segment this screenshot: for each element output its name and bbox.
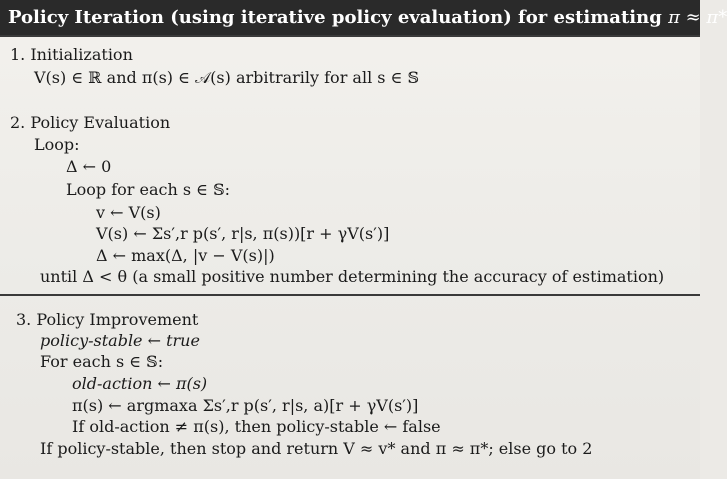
s3-old-action: old-action ← π(s) (72, 374, 208, 393)
s2-heading: 2. Policy Evaluation (10, 113, 171, 132)
s2-loop-each: Loop for each s ∈ 𝕊: (66, 180, 231, 199)
algorithm-title (0, 0, 727, 35)
title-text: Policy Iteration (using iterative policy evaluation) for estimating (8, 7, 662, 28)
s3-if-old: If old-action ≠ π(s), then policy-stable ← false (72, 417, 441, 436)
s2-until: until Δ < θ (a small positive number determining the accuracy of estimation) (40, 267, 665, 286)
s3-return: If policy-stable, then stop and return V ≈ v* and π ≈ π*; else go to 2 (40, 439, 593, 458)
s2-delta-init: Δ ← 0 (66, 157, 112, 176)
s3-for-each: For each s ∈ 𝕊: (40, 352, 164, 371)
title-math: π ≈ π* (668, 7, 727, 28)
s2-bellman: V(s) ← Σs′,r p(s′, r|s, π(s))[r + γV(s′)] (96, 224, 390, 243)
s1-heading: 1. Initialization (10, 45, 133, 64)
section-rule (0, 294, 700, 296)
s2-delta-update: Δ ← max(Δ, |v − V(s)|) (96, 246, 275, 265)
title-rule (0, 35, 700, 37)
s3-stable-true: policy-stable ← true (40, 331, 200, 350)
s3-heading: 3. Policy Improvement (16, 310, 199, 329)
s1-init: V(s) ∈ ℝ and π(s) ∈ 𝒜(s) arbitrarily for all s ∈ 𝕊 (34, 68, 420, 87)
s2-loop: Loop: (34, 135, 80, 154)
s3-argmax: π(s) ← argmaxa Σs′,r p(s′, r|s, a)[r + γV(s′)] (72, 396, 419, 415)
s2-v-assign: v ← V(s) (96, 203, 161, 222)
